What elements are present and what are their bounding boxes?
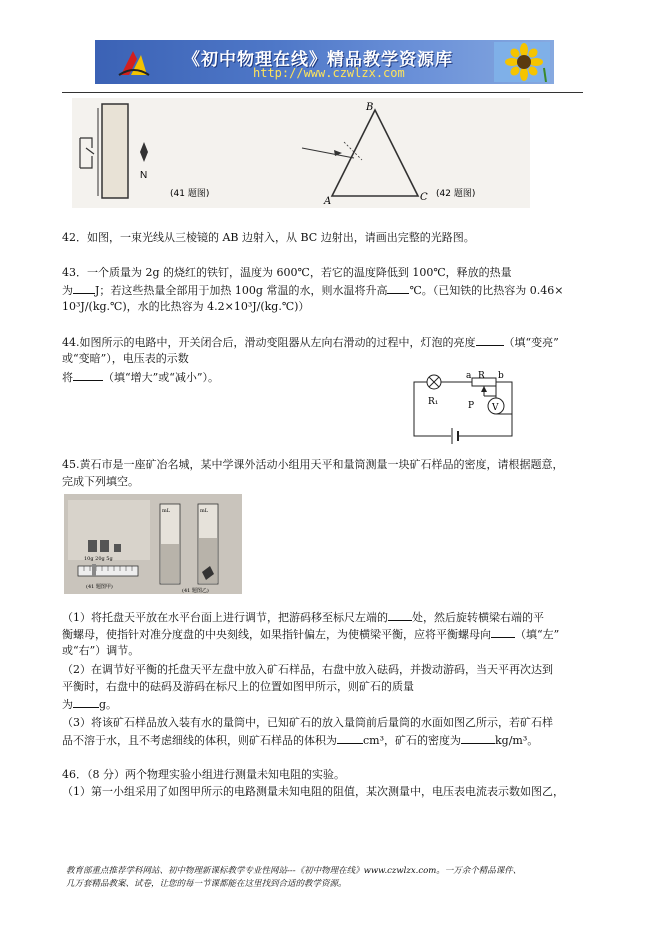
fig45-caption-left: (41 题图甲)	[86, 584, 113, 590]
fig42-label-b: B	[366, 102, 374, 113]
q44-text-c: 将	[62, 371, 73, 384]
question-45-line1: 45.黄石市是一座矿冶名城，某中学课外活动小组用天平和量筒测量一块矿石样品的密度，请根据题意，	[62, 458, 564, 471]
site-url[interactable]: http://www.czwlzx.com	[253, 66, 405, 80]
fig45-caption-right: (41 题图乙)	[182, 588, 209, 594]
q45-s2-line3	[62, 695, 117, 713]
q44-text-d: （填“增大”或“减小”）。	[103, 371, 219, 384]
q43-text-c: ℃。（已知铁的比热容为 0.46×	[409, 284, 564, 297]
site-title: 《初中物理在线》精品教学资源库	[183, 50, 453, 70]
q45-s3-text-b: cm³，矿石的密度为	[363, 734, 462, 747]
q45-blank-volume[interactable]	[337, 731, 363, 744]
q44-text-a: 44.如图所示的电路中，开关闭合后，滑动变阻器从左向右滑动的过程中，灯泡的亮度	[62, 336, 476, 349]
q45-s3-line2	[62, 731, 538, 749]
footer-line1: 教育部重点推荐学科网站、初中物理新课标教学专业性网站---《初中物理在线》www.czwlzx.com。一万余个精品课件、	[66, 866, 522, 876]
question-43-line1: 43．一个质量为 2g 的烧红的铁钉，温度为 600℃，若它的温度降低到 100℃，释放的热量	[62, 266, 512, 279]
q45-s1-text-c: 衡螺母，使指针对准分度盘的中央刻线，如果指针偏左，为使横梁平衡，应将平衡螺母向	[62, 628, 491, 641]
q45-blank-density[interactable]	[461, 731, 495, 744]
question-43-line2	[62, 281, 563, 299]
q45-s1-line3: 或“右”）调节。	[62, 644, 140, 657]
question-44-line3	[62, 368, 219, 386]
q43-text-b: J；若这些热量全部用于加热 100g 常温的水，则水温将升高	[95, 284, 388, 297]
fig42-label-a: A	[324, 196, 332, 207]
q45-s3-text-c: kg/m³。	[495, 734, 539, 747]
q45-s3-line1: （3）将该矿石样品放入装有水的量筒中，已知矿石的放入量筒前后量筒的水面如图乙所示，若矿石样	[62, 716, 553, 729]
fig41-label-n: N	[140, 170, 148, 181]
figure-45-drawing	[64, 494, 242, 594]
q45-s1-text-d: （填“左”	[515, 628, 560, 641]
q43-text-a: 为	[62, 284, 73, 297]
q45-s2-line2: 平衡时，右盘中的砝码及游码在标尺上的位置如图甲所示，则矿石的质量	[62, 680, 414, 693]
figure-41-42-drawing	[72, 98, 530, 208]
question-46-line2: （1）第一小组采用了如图甲所示的电路测量未知电阻的阻值，某次测量中，电压表电流表示数如图乙，	[62, 785, 564, 798]
q45-s1-line1	[62, 608, 544, 626]
figure-41-42	[72, 98, 530, 208]
q45-blank-direction[interactable]	[491, 625, 515, 638]
fig45-weights: 10g 20g 5g	[84, 556, 113, 562]
q45-blank-zero[interactable]	[388, 608, 412, 621]
fig42-caption: (42 题图)	[436, 189, 476, 199]
fig44-label-r: R	[478, 371, 485, 381]
question-44-line1	[62, 333, 559, 351]
fig44-label-p: P	[468, 401, 475, 411]
question-44-line2: 或“变暗”），电压表的示数	[62, 352, 189, 365]
header-divider	[62, 92, 583, 93]
fig45-ml-left: mL	[162, 508, 171, 514]
q45-s1-line2	[62, 625, 559, 643]
figure-45-photo	[64, 494, 242, 594]
question-46-line1: 46．（8 分）两个物理实验小组进行测量未知电阻的实验。	[62, 768, 345, 781]
q45-s2-line1: （2）在调节好平衡的托盘天平左盘中放入矿石样品，右盘中放入砝码，并拨动游码，当天平再次达到	[62, 663, 553, 676]
q45-s2-text-a: 为	[62, 698, 73, 711]
fig41-caption: (41 题图)	[170, 189, 210, 199]
question-45-line2: 完成下列填空。	[62, 475, 139, 488]
question-42: 42．如图，一束光线从三棱镜的 AB 边射入，从 BC 边射出，请画出完整的光路图。	[62, 231, 475, 244]
fig45-ml-right: mL	[200, 508, 209, 514]
q43-blank-heat[interactable]	[73, 281, 95, 294]
header-banner	[95, 40, 554, 84]
q44-blank-brightness[interactable]	[476, 333, 504, 346]
fig42-label-c: C	[420, 192, 428, 203]
q43-blank-temp[interactable]	[387, 281, 409, 294]
q45-s1-text-a: （1）将托盘天平放在水平台面上进行调节，把游码移至标尺左端的	[62, 611, 388, 624]
sunflower-icon	[494, 42, 550, 82]
q44-blank-voltmeter[interactable]	[73, 368, 103, 381]
footer-line2: 几万套精品教案、试卷，让您的每一节课都能在这里找到合适的教学资源。	[66, 879, 347, 889]
q45-s1-text-b: 处，然后旋转横梁右端的平	[412, 611, 544, 624]
q45-blank-mass[interactable]	[73, 695, 99, 708]
q45-s2-text-b: g。	[99, 698, 118, 711]
q44-text-b: （填“变亮”	[503, 336, 559, 349]
q45-s3-text-a: 品不溶于水，且不考虑细线的体积，则矿石样品的体积为	[62, 734, 337, 747]
fig44-label-b: b	[498, 371, 504, 381]
question-43-line3: 10³J/(kg.℃)，水的比热容为 4.2×10³J/(kg.℃)）	[62, 300, 310, 313]
site-logo-icon	[117, 45, 151, 79]
figure-44-circuit	[410, 368, 522, 444]
fig44-label-a: a	[466, 371, 472, 381]
fig44-label-r1: R₁	[428, 397, 439, 407]
fig44-label-v: V	[492, 403, 499, 413]
